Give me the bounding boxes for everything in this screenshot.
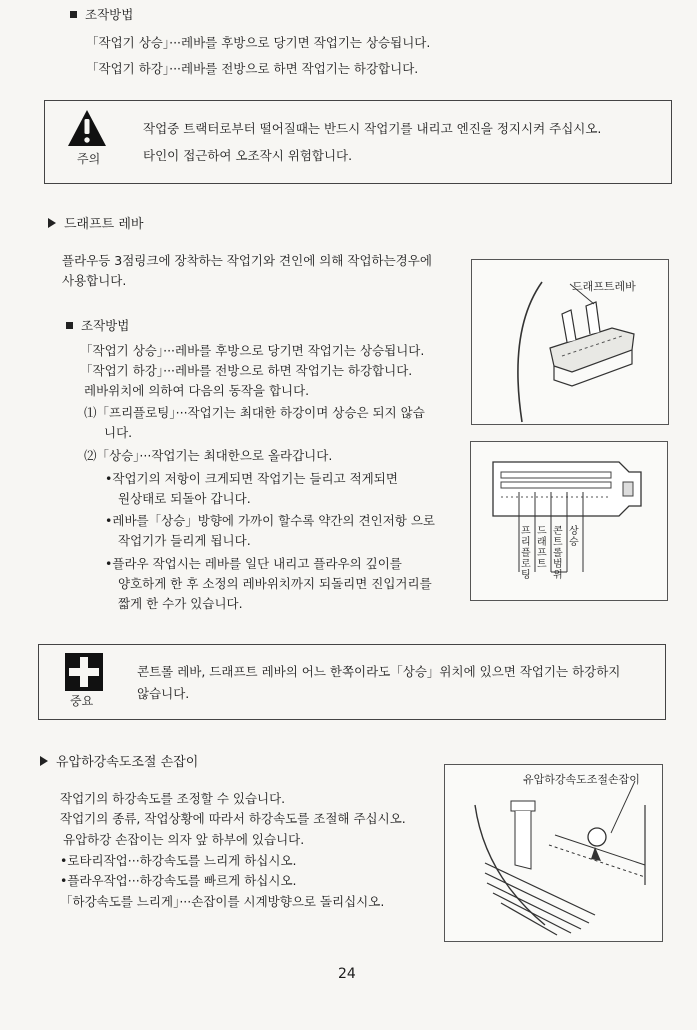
hydraulic-knob-figure (444, 764, 663, 942)
hydraulic-line-6: 「하강속도를 느리게」···손잡이를 시계방향으로 돌리십시오. (60, 894, 385, 909)
important-line-2: 않습니다. (137, 686, 190, 701)
draft-bullet2-line-1: •레바를「상승」방향에 가까이 할수록 약간의 견인저항 으로 (105, 513, 435, 528)
hydraulic-knob-illustration (445, 765, 662, 941)
warning-label: 주의 (77, 152, 101, 166)
top-op-line-2: 「작업기 하강」···레바를 전방으로 하면 작업기는 하강합니다. (86, 61, 419, 76)
important-box (38, 644, 666, 720)
important-line-1: 콘트롤 레바, 드래프트 레바의 어느 한쪽이라도「상승」위치에 있으면 작업기는 하강하지 (137, 664, 621, 679)
draft-item1-line-1: ⑴「프리플로팅」···작업기는 최대한 하강이며 상승은 되지 않습 (84, 405, 425, 420)
fig2-label-floating: 프리플로팅 (521, 526, 531, 581)
draft-bullet3-line-2: 양호하게 한 후 소정의 레바위치까지 되돌리면 진입거리를 (118, 576, 432, 591)
hydraulic-line-3: 유압하강 손잡이는 의자 앞 하부에 있습니다. (63, 832, 305, 847)
hydraulic-knob-label: 유압하강속도조절손잡이 (523, 773, 640, 786)
triangle-bullet-icon (48, 218, 56, 228)
triangle-bullet-icon (40, 756, 48, 766)
warning-box (44, 100, 672, 184)
draft-lever-figure (471, 259, 669, 425)
lever-position-figure (470, 441, 668, 601)
draft-intro-1: 플라우등 3점링크에 장착하는 작업기와 견인에 의해 작업하는경우에 (62, 253, 432, 268)
draft-lever-illustration (472, 260, 668, 424)
hydraulic-section-title: 유압하강속도조절 손잡이 (40, 752, 198, 773)
page-number: 24 (338, 966, 356, 982)
top-op-line-1: 「작업기 상승」···레바를 후방으로 당기면 작업기는 상승됩니다. (86, 35, 431, 50)
important-cross-icon (64, 652, 104, 692)
hydraulic-line-1: 작업기의 하강속도를 조정할 수 있습니다. (60, 791, 286, 806)
draft-item2: ⑵「상승」···작업기는 최대한으로 올라갑니다. (84, 448, 333, 463)
hydraulic-line-2: 작업기의 종류, 작업상황에 따라서 하강속도를 조절해 주십시오. (60, 811, 406, 826)
draft-op-line-1: 「작업기 상승」···레바를 후방으로 당기면 작업기는 상승됩니다. (80, 343, 425, 358)
square-bullet-icon (66, 322, 73, 329)
draft-intro-2: 사용합니다. (62, 273, 127, 288)
fig2-label-control-range: 콘트롤 범위 (553, 526, 563, 581)
fig2-label-draft: 드래프트 (537, 526, 547, 570)
hydraulic-line-4: •로타리작업···하강속도를 느리게 하십시오. (60, 853, 297, 868)
draft-op-line-3: 레바위치에 의하여 다음의 동작을 합니다. (84, 383, 310, 398)
draft-bullet3-line-3: 짧게 한 수가 있습니다. (118, 596, 243, 611)
important-label: 중요 (70, 694, 94, 708)
draft-bullet3-line-1: •플라우 작업시는 레바를 일단 내리고 플라우의 깊이를 (105, 556, 402, 571)
lever-plate-illustration (471, 442, 667, 600)
square-bullet-icon (70, 11, 77, 18)
warning-line-1: 작업중 트랙터로부터 떨어질때는 반드시 작업기를 내리고 엔진을 정지시켜 주십시오. (143, 121, 602, 136)
top-op-heading: 조작방법 (70, 4, 133, 25)
warning-line-2: 타인이 접근하여 오조작시 위험합니다. (143, 148, 353, 163)
hydraulic-line-5: •플라우작업···하강속도를 빠르게 하십시오. (60, 873, 297, 888)
draft-bullet1-line-1: •작업기의 저항이 크게되면 작업기는 들리고 적게되면 (105, 471, 398, 486)
draft-item1-line-2: 니다. (104, 425, 133, 440)
draft-lever-label: 드래프트레바 (572, 280, 636, 293)
draft-bullet2-line-2: 작업기가 들리게 됩니다. (118, 533, 251, 548)
draft-section-title: 드래프트 레바 (48, 214, 143, 235)
draft-op-heading: 조작방법 (66, 315, 129, 336)
draft-op-line-2: 「작업기 하강」···레바를 전방으로 하면 작업기는 하강합니다. (80, 363, 413, 378)
fig2-label-raise: 상승 (569, 526, 579, 548)
draft-bullet1-line-2: 원상태로 되돌아 갑니다. (118, 491, 251, 506)
warning-triangle-icon (67, 109, 107, 147)
